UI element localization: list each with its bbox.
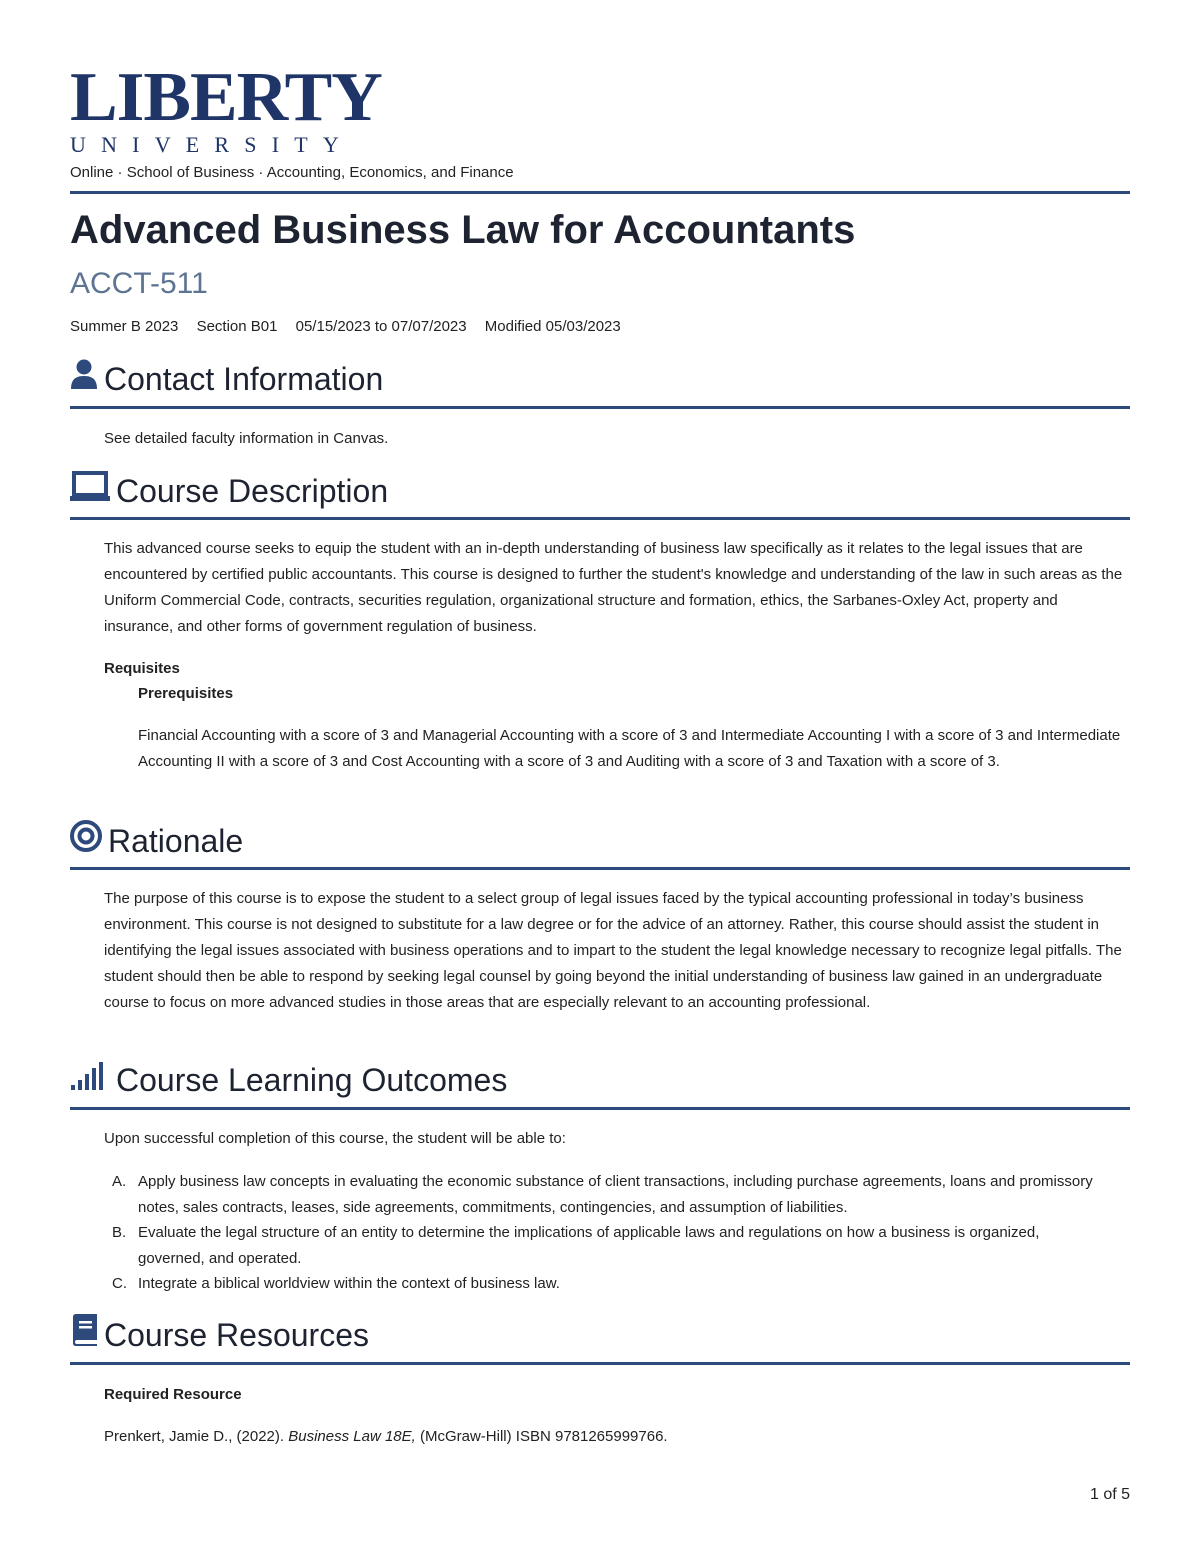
- liberty-university-logo: [70, 59, 382, 158]
- citation-author: Prenkert, Jamie D., (2022).: [104, 1428, 289, 1445]
- requisites-label: Requisites: [104, 660, 180, 677]
- list-item: [104, 1220, 1104, 1271]
- signal-bars-icon: [70, 1059, 110, 1100]
- book-icon: [70, 1314, 98, 1355]
- list-item: [104, 1271, 1104, 1297]
- person-icon: [70, 358, 98, 399]
- list-marker: C.: [112, 1275, 127, 1292]
- citation-publisher: (McGraw-Hill) ISBN 9781265999766.: [415, 1428, 668, 1445]
- target-icon: [70, 820, 102, 861]
- section-divider: [70, 517, 1130, 520]
- logo-wordmark: LIBERTY: [70, 59, 382, 136]
- required-resource-label: Required Resource: [104, 1386, 242, 1403]
- laptop-icon: [70, 470, 110, 511]
- prerequisites-label: Prerequisites: [138, 685, 234, 702]
- list-item-text: Apply business law concepts in evaluating the economic substance of client transactions, including purchase agreements, loans and promissory notes, sales contracts, leases, side agreements, commitments, contingencies, and assumption of liabilities.: [138, 1173, 1093, 1216]
- rationale-text: The purpose of this course is to expose the student to a select group of legal issues faced by the typical accounting professional in today’s business environment. This course is not designed to substitute for a law degree or for the advice of an attorney. Rather, this course should assist the student in identifying the legal issues associated with business operations and to impart to the student the legal knowledge necessary to recognize legal pitfalls. The student should then be able to respond by seeking legal counsel by going beyond the initial understanding of business law gained in an undergraduate course to focus on more advanced studies in those areas that are especially relevant to an accounting professional.: [104, 890, 1122, 1011]
- section-title: Course Description: [116, 472, 389, 509]
- breadcrumb: Online · School of Business · Accounting, Economics, and Finance: [70, 164, 514, 181]
- list-marker: B.: [112, 1224, 127, 1241]
- section-divider: [70, 867, 1130, 870]
- prerequisites-text: Financial Accounting with a score of 3 and Managerial Accounting with a score of 3 and Intermediate Accounting I with a score of 3 and Intermediate Accounting II with a score of 3 and Cost Accounting with a score of 3 and Auditing with a score of 3 and Taxation with a score of 3.: [138, 727, 1121, 770]
- course-dates: 05/15/2023 to 07/07/2023: [295, 318, 467, 335]
- section-divider: [70, 406, 1130, 409]
- course-term: Summer B 2023: [70, 318, 179, 335]
- course-code: ACCT-511: [70, 267, 208, 300]
- contact-text: See detailed faculty information in Canvas.: [104, 430, 389, 447]
- section-title: Contact Information: [104, 360, 384, 397]
- page-title: Advanced Business Law for Accountants: [70, 208, 856, 252]
- list-item: [104, 1169, 1104, 1220]
- section-divider: [70, 1362, 1130, 1365]
- logo-subtitle: UNIVERSITY: [70, 132, 354, 157]
- resource-citation: [104, 1424, 668, 1450]
- list-item-text: Evaluate the legal structure of an entity to determine the implications of applicable laws and regulations on how a business is organized, governed, and operated.: [138, 1224, 1040, 1267]
- description-text: This advanced course seeks to equip the student with an in-depth understanding of business law specifically as it relates to the legal issues that are encountered by certified public accountants. This course is designed to further the student's knowledge and understanding of the law in such areas as the Uniform Commercial Code, contracts, securities regulation, organizational structure and formation, ethics, the Sarbanes-Oxley Act, property and insurance, and other forms of government regulation of business.: [104, 540, 1123, 635]
- course-modified: Modified 05/03/2023: [484, 318, 621, 335]
- header-divider: [70, 191, 1130, 194]
- outcomes-list: [104, 1169, 1104, 1297]
- section-heading-contact: [70, 358, 383, 399]
- section-divider: [70, 1107, 1130, 1110]
- section-title: Rationale: [108, 822, 244, 859]
- outcomes-intro: Upon successful completion of this course, the student will be able to:: [104, 1130, 566, 1147]
- section-heading-outcomes: [70, 1059, 507, 1100]
- section-title: Course Learning Outcomes: [116, 1061, 508, 1098]
- section-heading-description: [70, 470, 388, 511]
- syllabus-page: [70, 0, 1130, 1553]
- course-meta: [70, 318, 635, 335]
- section-heading-rationale: [70, 820, 243, 861]
- course-section: Section B01: [196, 318, 278, 335]
- citation-title: Business Law 18E,: [288, 1428, 416, 1445]
- section-title: Course Resources: [104, 1316, 369, 1353]
- page-number: 1 of 5: [1089, 1486, 1130, 1503]
- section-heading-resources: [70, 1314, 369, 1355]
- list-item-text: Integrate a biblical worldview within the context of business law.: [138, 1275, 560, 1292]
- list-marker: A.: [112, 1173, 127, 1190]
